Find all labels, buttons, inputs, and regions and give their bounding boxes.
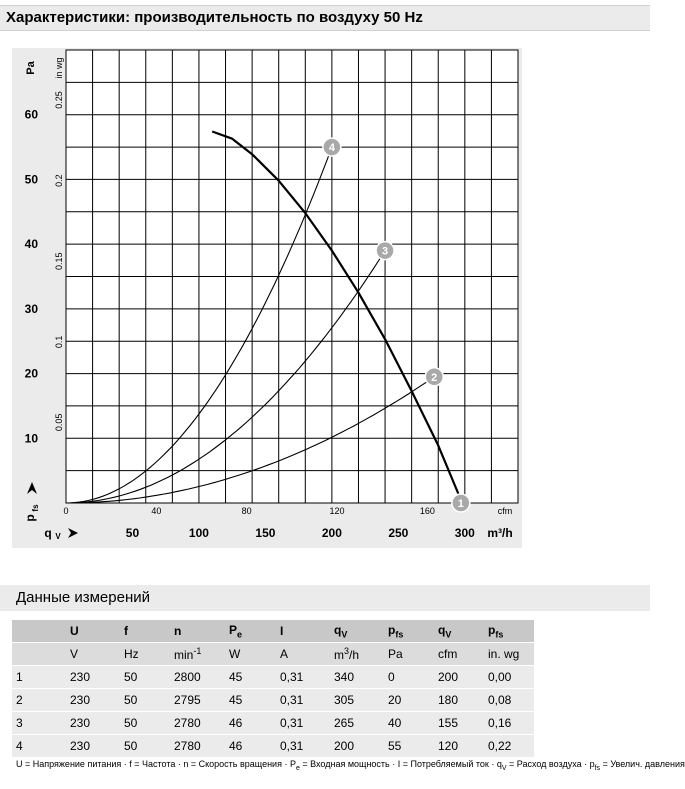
y-tick-label-inwg: 0.05 (54, 413, 64, 432)
table-unit-cell (66, 643, 120, 666)
table-cell (225, 735, 276, 758)
table-cell (276, 712, 330, 735)
table-cell-text: 55 (388, 739, 402, 753)
x-unit-cfm: cfm (497, 506, 513, 516)
x-tick-label-m3h: 100 (188, 526, 209, 540)
table-cell-text: 265 (334, 716, 355, 730)
table-cell (330, 666, 384, 689)
table-cell-text: 3 (16, 716, 23, 730)
table-header-cell (484, 620, 534, 643)
legend-note-subscript: e (295, 764, 300, 772)
x-tick-label-cfm: 40 (151, 506, 162, 516)
table-cell-text: 0,08 (488, 693, 512, 707)
table-cell-text: 2795 (174, 693, 201, 707)
table-row (12, 666, 534, 689)
operating-point-label-1: 1 (457, 498, 464, 510)
table-cell-text: 2780 (174, 716, 201, 730)
table-header-cell (330, 620, 384, 643)
table-header-cell-text: p (388, 622, 396, 637)
table-cell-text: 230 (70, 716, 91, 730)
table-header-cell-index: fs (395, 629, 404, 640)
table-cell (170, 712, 225, 735)
y-axis-symbol: p (23, 514, 37, 522)
x-axis-symbol-sub: V (55, 532, 61, 541)
table-unit-cell-text: Hz (124, 647, 139, 661)
table-cell (12, 666, 66, 689)
table-cell-text: 200 (438, 670, 459, 684)
table-cell (434, 666, 484, 689)
measurements-table (12, 620, 534, 758)
table-header-cell-index: V (445, 629, 452, 640)
y-axis-arrow-icon (27, 482, 37, 494)
x-axis-symbol: q (44, 526, 52, 540)
table-unit-cell-text: in. wg (488, 647, 520, 661)
table-cell (120, 735, 170, 758)
x-tick-label-m3h: 300 (454, 526, 475, 540)
table-cell-text: 4 (16, 739, 23, 753)
y-tick-label-pa: 40 (24, 237, 38, 252)
x-tick-label-m3h: 200 (321, 526, 342, 540)
table-cell (330, 712, 384, 735)
table-cell-text: 2 (16, 693, 23, 707)
table-header-cell (276, 620, 330, 643)
operating-point-label-2: 2 (431, 371, 438, 384)
table-cell (66, 689, 120, 712)
y-tick-label-pa: 50 (24, 172, 38, 187)
legend-note-subscript: fs (594, 764, 601, 772)
table-header-cell-text: q (334, 622, 342, 637)
table-unit-cell-text: Pa (388, 647, 403, 661)
table-cell-text: 230 (70, 693, 91, 707)
x-tick-label-m3h: 250 (388, 526, 409, 540)
y-unit-inwg: in wg (54, 57, 64, 79)
y-tick-label-pa: 20 (24, 366, 38, 381)
legend-note-text: = Входная мощность · I = Потребляемый ток · q (299, 759, 502, 769)
legend-note (16, 759, 685, 772)
x-axis-arrow-icon (68, 528, 78, 538)
y-tick-label-inwg: 0.25 (54, 91, 64, 109)
x-tick-label-cfm: 0 (63, 506, 69, 516)
table-cell (225, 689, 276, 712)
table-header-cell-index: e (237, 629, 243, 640)
chart-panel (12, 48, 522, 548)
table-unit-cell (120, 643, 170, 666)
table-cell-text: 0 (388, 670, 395, 684)
operating-point-label-3: 3 (381, 245, 389, 258)
table-header-cell (170, 620, 225, 643)
table-cell (66, 712, 120, 735)
y-tick-label-pa: 30 (24, 301, 38, 316)
table-cell-text: 2800 (174, 670, 201, 684)
table-units-row (12, 643, 534, 666)
table-cell-text: 45 (229, 670, 243, 684)
table-row (12, 735, 534, 758)
table-cell-text: 50 (124, 739, 138, 753)
x-tick-label-m3h: 150 (255, 526, 276, 540)
table-unit-cell (484, 643, 534, 666)
table-cell-text: 0,31 (280, 670, 304, 684)
table-header-cell (120, 620, 170, 643)
table-cell-text: 50 (124, 693, 138, 707)
table-cell (12, 735, 66, 758)
table-header-cell (66, 620, 120, 643)
table-row (12, 712, 534, 735)
table-cell (384, 735, 434, 758)
table-unit-cell-index: -1 (193, 646, 202, 656)
table-cell-text: 0,22 (488, 739, 512, 753)
legend-note-text: = Увелич. давления (600, 759, 685, 769)
table-unit-cell (434, 643, 484, 666)
table-cell-text: 45 (229, 693, 243, 707)
table-unit-cell-index: 3 (344, 646, 350, 656)
table-cell-text: 46 (229, 716, 243, 730)
table-cell (12, 712, 66, 735)
legend-note-text: U = Напряжение питания · f = Частота · n = Скорость вращения · P (16, 759, 296, 769)
table-cell (484, 666, 534, 689)
y-unit-pa: Pa (25, 61, 37, 75)
table-header-cell-text: P (229, 622, 238, 637)
table-unit-cell (225, 643, 276, 666)
table-cell-text: 340 (334, 670, 355, 684)
table-cell-text: 230 (70, 670, 91, 684)
table-cell (484, 735, 534, 758)
table-unit-cell-text: cfm (438, 647, 458, 661)
table-header-cell-text: U (70, 624, 79, 638)
table-unit-cell-text: min (174, 648, 194, 662)
table-cell-text: 200 (334, 739, 355, 753)
table-cell (170, 689, 225, 712)
table-cell (170, 735, 225, 758)
y-tick-label-pa: 60 (24, 107, 38, 122)
x-tick-label-cfm: 160 (419, 506, 435, 516)
table-cell (434, 689, 484, 712)
x-tick-label-m3h: 50 (125, 526, 140, 540)
table-cell (12, 689, 66, 712)
measurements-header-bar (0, 585, 650, 611)
table-header-cell-text: f (124, 624, 128, 638)
table-cell (225, 712, 276, 735)
table-row (12, 689, 534, 712)
table-unit-cell-text: W (229, 647, 241, 661)
page-title: Характеристики: производительность по воздуху 50 Hz (6, 9, 423, 26)
table-header-cell-text: I (280, 624, 284, 638)
table-cell-text: 0,31 (280, 716, 304, 730)
table-unit-cell (330, 643, 384, 666)
y-tick-label-inwg: 0.15 (54, 252, 64, 270)
y-tick-label-pa: 10 (24, 431, 38, 446)
table-cell (66, 666, 120, 689)
table-cell-text: 0,31 (280, 693, 304, 707)
legend-note-subscript: V (501, 764, 507, 772)
table-header-cell (225, 620, 276, 643)
table-cell-text: 50 (124, 670, 138, 684)
y-tick-label-inwg: 0.1 (54, 335, 64, 349)
table-cell-text: 305 (334, 693, 355, 707)
table-cell (330, 689, 384, 712)
table-header-cell (384, 620, 434, 643)
y-axis-symbol-sub: fs (31, 504, 40, 512)
table-cell (330, 735, 384, 758)
operating-point-label-4: 4 (328, 142, 335, 155)
table-unit-cell (12, 643, 66, 666)
y-tick-label-inwg: 0.2 (54, 174, 64, 187)
performance-chart (12, 48, 522, 548)
table-cell (120, 666, 170, 689)
table-cell (484, 689, 534, 712)
measurements-title: Данные измерений (16, 589, 150, 606)
table-unit-cell-text: A (280, 647, 289, 661)
table-cell-text: 155 (438, 716, 459, 730)
table-unit-cell-suffix: /h (349, 648, 360, 662)
table-unit-cell-text: V (70, 647, 79, 661)
table-cell-text: 180 (438, 693, 459, 707)
table-cell (384, 712, 434, 735)
x-tick-label-cfm: 120 (329, 506, 345, 516)
table-cell (276, 689, 330, 712)
table-cell (120, 689, 170, 712)
table-cell (66, 735, 120, 758)
table-unit-cell (170, 643, 225, 666)
table-cell-text: 0,00 (488, 670, 512, 684)
table-cell-text: 0,31 (280, 739, 304, 753)
table-cell-text: 40 (388, 716, 402, 730)
table-cell-text: 230 (70, 739, 91, 753)
table-cell-text: 120 (438, 739, 459, 753)
table-cell (384, 689, 434, 712)
table-cell (434, 735, 484, 758)
x-unit-m3h: m³/h (487, 526, 513, 540)
table-header-cell-index: V (341, 629, 348, 640)
table-header-cell (434, 620, 484, 643)
table-cell-text: 46 (229, 739, 243, 753)
table-cell (225, 666, 276, 689)
table-cell (484, 712, 534, 735)
legend-note-text: = Расход воздуха · p (506, 759, 595, 769)
table-header-cell-text: q (438, 622, 446, 637)
table-cell (120, 712, 170, 735)
table-unit-cell (384, 643, 434, 666)
table-cell-text: 20 (388, 693, 402, 707)
table-unit-cell (276, 643, 330, 666)
table-cell-text: 50 (124, 716, 138, 730)
table-cell (170, 666, 225, 689)
table-cell-text: 0,16 (488, 716, 512, 730)
table-cell (434, 712, 484, 735)
table-unit-cell-text: m (334, 648, 344, 662)
table-cell (276, 735, 330, 758)
table-header-cell-text: p (488, 622, 496, 637)
table-cell-text: 2780 (174, 739, 201, 753)
table-header-row (12, 620, 534, 643)
table-header-cell (12, 620, 66, 643)
table-header-cell-text: n (174, 624, 182, 638)
x-tick-label-cfm: 80 (241, 506, 252, 516)
table-cell (276, 666, 330, 689)
table-cell-text: 1 (16, 670, 23, 684)
table-cell (384, 666, 434, 689)
page-title-bar (0, 5, 650, 31)
table-header-cell-index: fs (495, 629, 504, 640)
